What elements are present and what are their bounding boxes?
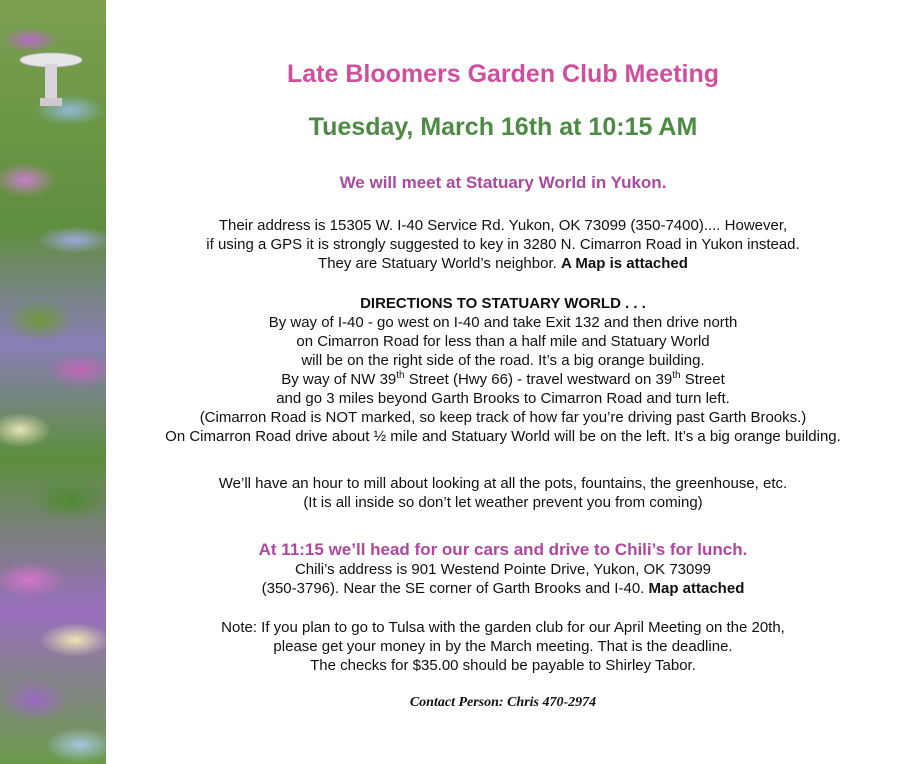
address-line: Their address is 15305 W. I-40 Service Rd. Yukon, OK 73099 (350-7400).... However, <box>218 217 788 234</box>
ordinal-suffix: th <box>396 370 405 381</box>
directions-heading: DIRECTIONS TO STATUARY WORLD . . . <box>360 295 646 312</box>
directions-section <box>106 294 900 446</box>
directions-line: On Cimarron Road drive about ½ mile and Statuary World will be on the left. It’s a big orange building. <box>165 428 841 445</box>
directions-line: on Cimarron Road for less than a half mile and Statuary World <box>296 333 710 350</box>
directions-line: will be on the right side of the road. It’s a big orange building. <box>301 352 705 369</box>
directions-line <box>106 370 900 389</box>
ordinal-suffix: th <box>672 370 681 381</box>
lunch-phone-text: (350-3796). Near the SE corner of Garth Brooks and I-40. <box>261 580 645 597</box>
directions-fragment: Street <box>680 371 725 388</box>
directions-fragment: Street (Hwy 66) - travel westward on 39 <box>404 371 673 388</box>
flyer-content <box>106 0 900 764</box>
activity-section <box>106 474 900 512</box>
lunch-line: Chili’s address is 901 Westend Pointe Drive, Yukon, OK 73099 <box>294 561 712 578</box>
activity-line: We’ll have an hour to mill about looking at all the pots, fountains, the greenhouse, etc. <box>218 475 788 492</box>
note-section <box>106 618 900 675</box>
lunch-heading: At 11:15 we’ll head for our cars and drive to Chili’s for lunch. <box>258 540 748 559</box>
lunch-section <box>106 560 900 598</box>
meeting-place: We will meet at Statuary World in Yukon. <box>339 173 667 192</box>
directions-line: (Cimarron Road is NOT marked, so keep track of how far you’re driving past Garth Brooks.) <box>199 409 807 426</box>
neighbor-text: They are Statuary World’s neighbor. <box>318 255 557 272</box>
map-attached-note: Map attached <box>648 580 745 597</box>
address-line <box>106 254 900 273</box>
page-title: Late Bloomers Garden Club Meeting <box>286 60 719 88</box>
contact-person: Contact Person: Chris 470-2974 <box>409 695 597 710</box>
directions-line: and go 3 miles beyond Garth Brooks to Cimarron Road and turn left. <box>276 390 730 407</box>
address-line: if using a GPS it is strongly suggested to key in 3280 N. Cimarron Road in Yukon instead. <box>206 236 800 253</box>
note-line: please get your money in by the March meeting. That is the deadline. <box>273 638 733 655</box>
note-line: The checks for $35.00 should be payable to Shirley Tabor. <box>310 657 696 674</box>
directions-line: By way of I-40 - go west on I-40 and take Exit 132 and then drive north <box>268 314 738 331</box>
birdbath-icon <box>18 50 84 110</box>
meeting-date-time: Tuesday, March 16th at 10:15 AM <box>308 113 698 141</box>
directions-fragment: By way of NW 39 <box>281 371 397 388</box>
note-line: Note: If you plan to go to Tulsa with the garden club for our April Meeting on the 20th, <box>221 619 785 636</box>
address-section <box>106 216 900 273</box>
map-attached-note: A Map is attached <box>560 255 688 272</box>
floral-garden-border <box>0 0 106 764</box>
activity-line: (It is all inside so don’t let weather prevent you from coming) <box>303 494 703 511</box>
lunch-line <box>106 579 900 598</box>
